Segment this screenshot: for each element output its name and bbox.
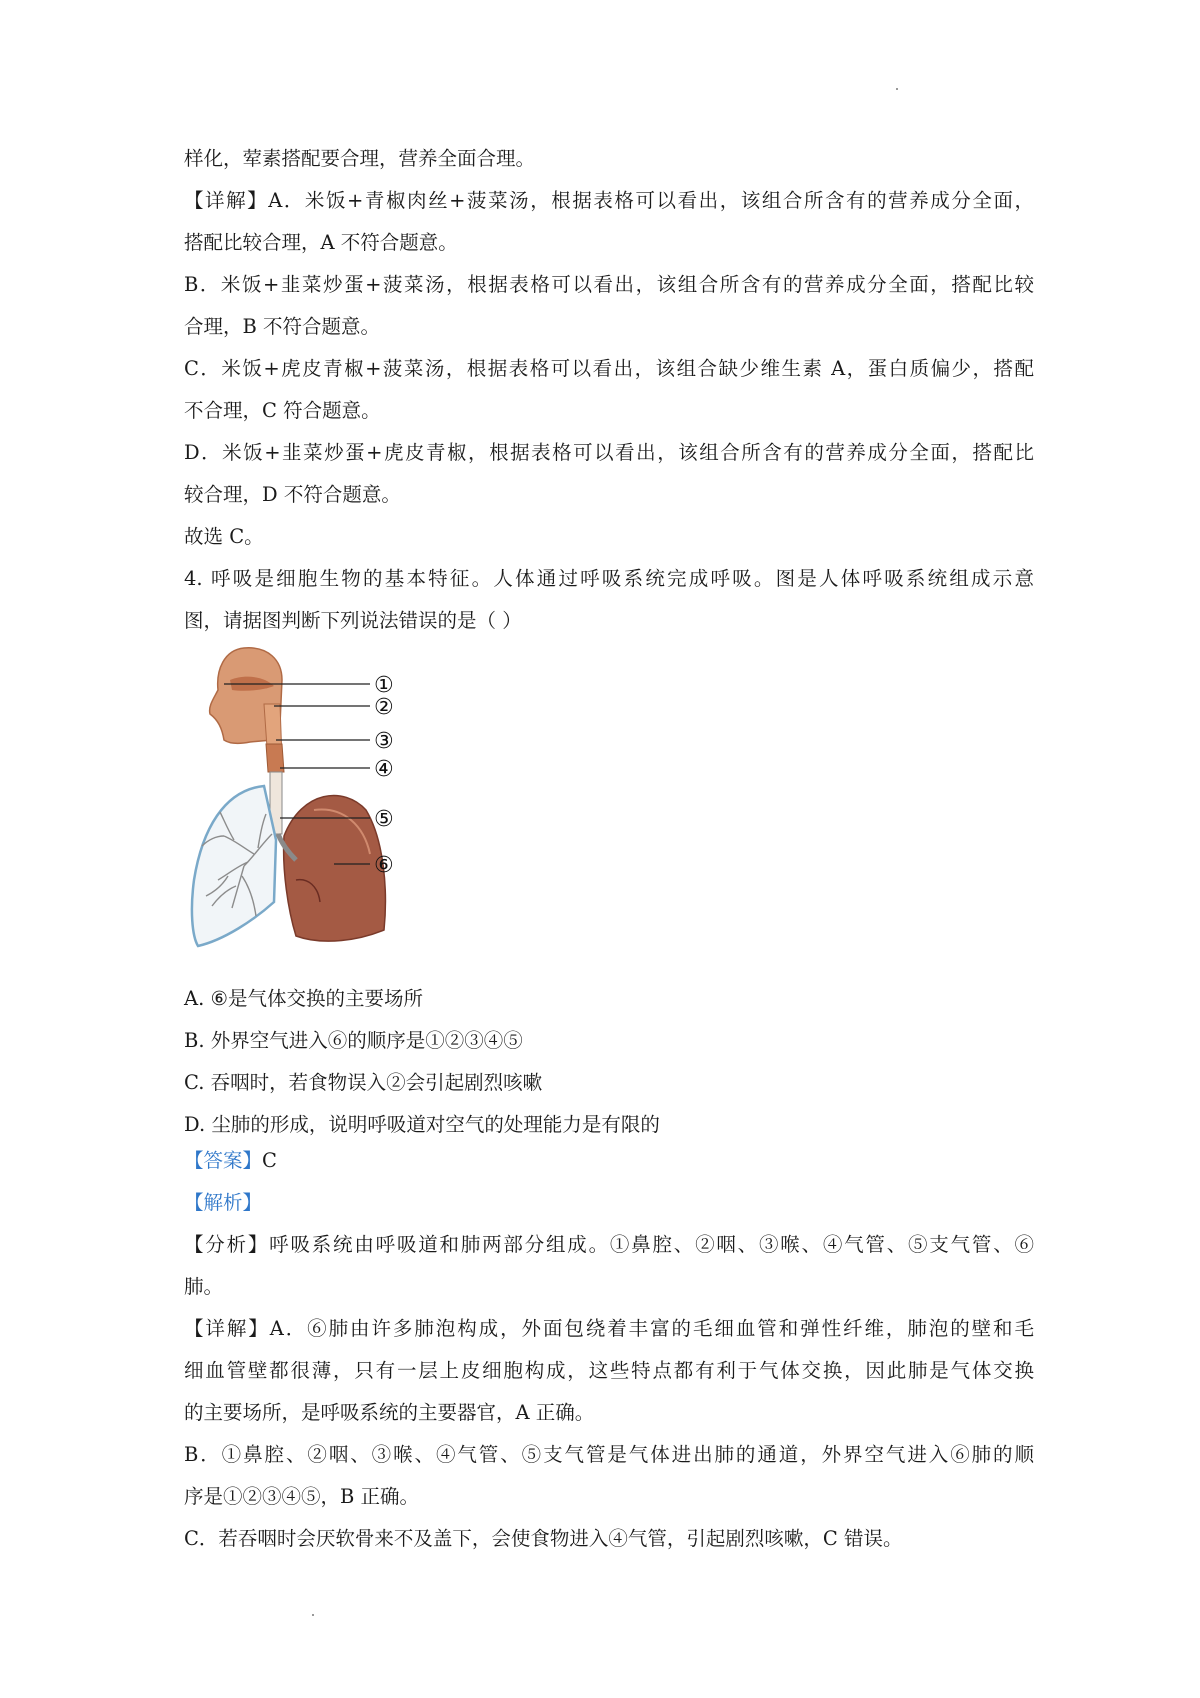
text-line: C．若吞咽时会厌软骨来不及盖下，会使食物进入④气管，引起剧烈咳嗽，C 错误。 — [184, 1527, 903, 1550]
text-line: C．米饭+虎皮青椒+菠菜汤，根据表格可以看出，该组合缺少维生素 A，蛋白质偏少，搭配 — [184, 357, 1034, 380]
text-line: 合理，B 不符合题意。 — [184, 315, 381, 338]
text-line: 肺。 — [184, 1275, 224, 1298]
label-1: ① — [374, 673, 394, 698]
respiratory-system-diagram — [184, 640, 454, 956]
lung-outline — [192, 786, 276, 946]
option-d: D. 尘肺的形成，说明呼吸道对空气的处理能力是有限的 — [184, 1113, 660, 1136]
option-b: B. 外界空气进入⑥的顺序是①②③④⑤ — [184, 1029, 523, 1052]
question-stem: 图，请据图判断下列说法错误的是（ ） — [184, 609, 522, 632]
option-a: A. ⑥是气体交换的主要场所 — [184, 987, 423, 1010]
answer-value: C — [262, 1149, 277, 1172]
text-line: 搭配比较合理，A 不符合题意。 — [184, 231, 458, 254]
answer-options — [184, 978, 1034, 1146]
text-line: 样化，荤素搭配要合理，营养全面合理。 — [184, 147, 536, 170]
text-line: 【分析】呼吸系统由呼吸道和肺两部分组成。①鼻腔、②咽、③喉、④气管、⑤支气管、⑥ — [184, 1233, 1034, 1256]
text-line: 细血管壁都很薄，只有一层上皮细胞构成，这些特点都有利于气体交换，因此肺是气体交换 — [184, 1359, 1034, 1382]
text-line: 较合理，D 不符合题意。 — [184, 483, 401, 506]
text-line: 【详解】A．米饭+青椒肉丝+菠菜汤，根据表格可以看出，该组合所含有的营养成分全面， — [184, 189, 1034, 212]
text-line: B．①鼻腔、②咽、③喉、④气管、⑤支气管是气体进出肺的通道，外界空气进入⑥肺的顺 — [184, 1443, 1034, 1466]
text-line: B．米饭+韭菜炒蛋+菠菜汤，根据表格可以看出，该组合所含有的营养成分全面，搭配比较 — [184, 273, 1034, 296]
label-6: ⑥ — [374, 853, 394, 878]
label-3: ③ — [374, 729, 394, 754]
label-2: ② — [374, 695, 394, 720]
analysis-tag: 【解析】 — [184, 1191, 263, 1214]
label-5: ⑤ — [374, 807, 394, 832]
text-line: 不合理，C 符合题意。 — [184, 399, 381, 422]
option-c: C. 吞咽时，若食物误入②会引起剧烈咳嗽 — [184, 1071, 543, 1094]
text-line: 的主要场所，是呼吸系统的主要器官，A 正确。 — [184, 1401, 595, 1424]
answer-tag: 【答案】 — [184, 1149, 263, 1172]
answer-line — [184, 1140, 1034, 1182]
respiratory-system-illustration — [184, 640, 454, 956]
question-stem: 4. 呼吸是细胞生物的基本特征。人体通过呼吸系统完成呼吸。图是人体呼吸系统组成示意 — [184, 567, 1034, 590]
solution-section — [184, 1140, 1034, 1560]
text-line: 序是①②③④⑤，B 正确。 — [184, 1485, 420, 1508]
previous-answer-explanation — [184, 138, 1034, 642]
text-line: D．米饭+韭菜炒蛋+虎皮青椒，根据表格可以看出，该组合所含有的营养成分全面，搭配比 — [184, 441, 1034, 464]
text-line: 故选 C。 — [184, 525, 264, 548]
text-line: 【详解】A．⑥肺由许多肺泡构成，外面包绕着丰富的毛细血管和弹性纤维，肺泡的壁和毛 — [184, 1317, 1034, 1340]
label-4: ④ — [374, 757, 394, 782]
scan-speck — [896, 88, 898, 90]
scan-speck — [312, 1614, 314, 1616]
